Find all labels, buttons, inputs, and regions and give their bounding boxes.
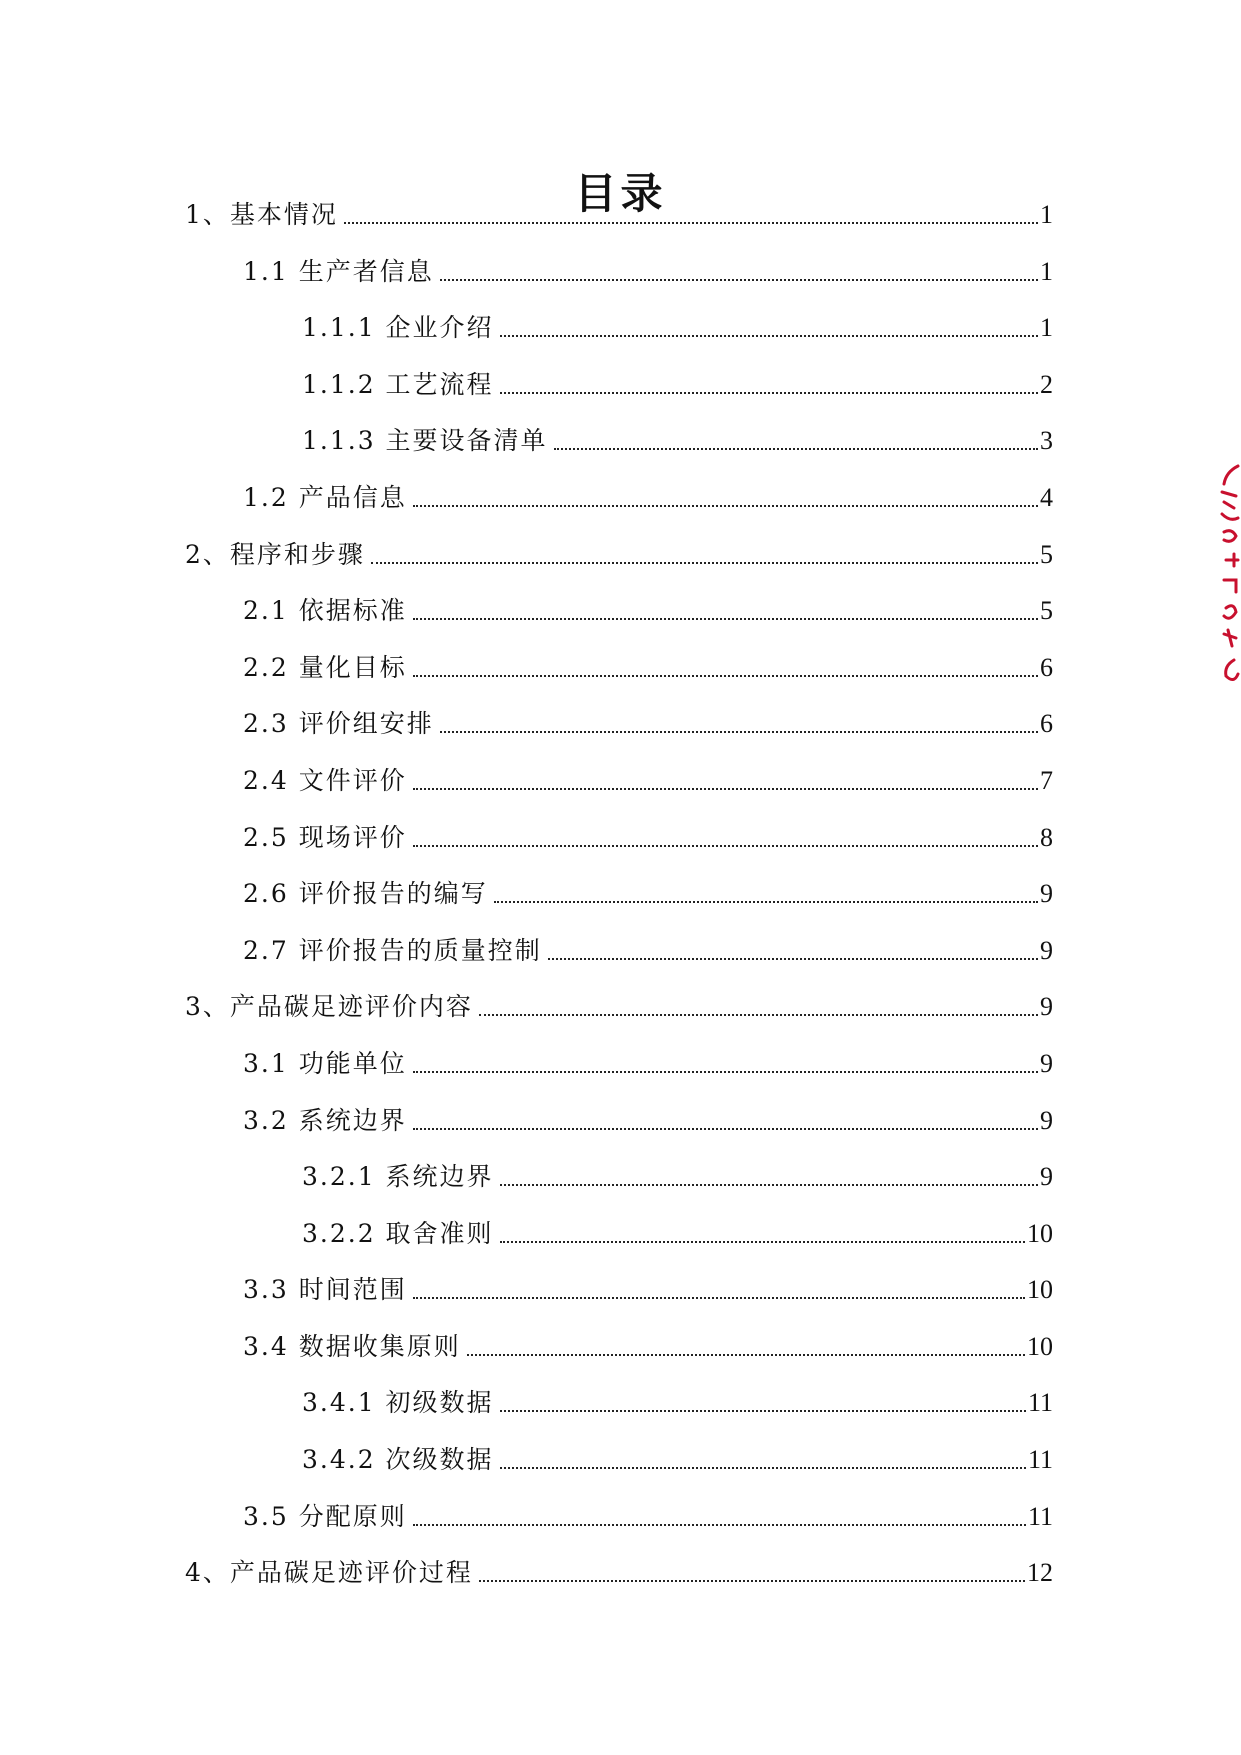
toc-page-number: 8 bbox=[1040, 822, 1053, 852]
toc-entry-title: 3.1 功能单位 bbox=[243, 1048, 407, 1078]
toc-entry[interactable] bbox=[0, 540, 1241, 597]
dot-leader bbox=[500, 370, 1038, 394]
toc-entry[interactable] bbox=[0, 992, 1241, 1049]
toc-entry[interactable] bbox=[0, 709, 1241, 766]
dot-leader bbox=[413, 596, 1038, 620]
toc-entry[interactable] bbox=[0, 823, 1241, 880]
dot-leader bbox=[500, 313, 1038, 337]
toc-entry[interactable] bbox=[0, 313, 1241, 370]
toc-entry-title: 3.4.1 初级数据 bbox=[302, 1388, 494, 1418]
toc-entry[interactable] bbox=[0, 1445, 1241, 1502]
toc-page-number: 2 bbox=[1040, 369, 1053, 399]
dot-leader bbox=[494, 879, 1038, 903]
toc-entry-title: 2.7 评价报告的质量控制 bbox=[243, 935, 542, 965]
toc-entry-title: 3.5 分配原则 bbox=[243, 1501, 407, 1531]
toc-page-number: 5 bbox=[1040, 539, 1053, 569]
toc-entry-title: 4、产品碳足迹评价过程 bbox=[185, 1558, 473, 1588]
dot-leader bbox=[344, 200, 1038, 224]
toc-entry[interactable] bbox=[0, 936, 1241, 993]
toc-page-number: 1 bbox=[1040, 256, 1053, 286]
toc-entry[interactable] bbox=[0, 1162, 1241, 1219]
toc-entry-title: 3、产品碳足迹评价内容 bbox=[185, 992, 473, 1022]
toc-entry[interactable] bbox=[0, 1106, 1241, 1163]
toc-page-number: 11 bbox=[1027, 1501, 1053, 1531]
dot-leader bbox=[479, 992, 1038, 1016]
toc-page-number: 6 bbox=[1040, 709, 1053, 739]
toc-entry-title: 2.3 评价组安排 bbox=[243, 709, 434, 739]
toc-page-number: 9 bbox=[1040, 992, 1053, 1022]
toc-entry[interactable] bbox=[0, 1049, 1241, 1106]
toc-page-number: 1 bbox=[1040, 200, 1053, 229]
toc-page-number: 9 bbox=[1040, 1105, 1053, 1135]
toc-entry-title: 2.4 文件评价 bbox=[243, 765, 407, 795]
toc-entry[interactable] bbox=[0, 653, 1241, 710]
toc-entry-title: 2、程序和步骤 bbox=[185, 539, 365, 569]
toc-page-number: 12 bbox=[1027, 1558, 1053, 1588]
dot-leader bbox=[479, 1558, 1025, 1582]
dot-leader bbox=[413, 1106, 1038, 1130]
toc-entry[interactable] bbox=[0, 257, 1241, 314]
toc-entry[interactable] bbox=[0, 426, 1241, 483]
seal-stamp-icon bbox=[1214, 462, 1241, 690]
dot-leader bbox=[500, 1445, 1026, 1469]
toc-entry-title: 1.1.3 主要设备清单 bbox=[302, 426, 548, 456]
toc-entry[interactable] bbox=[0, 200, 1241, 257]
dot-leader bbox=[413, 823, 1038, 847]
page-title: 目录 bbox=[574, 169, 667, 219]
toc-entry-title: 3.3 时间范围 bbox=[243, 1275, 407, 1305]
toc-entry[interactable] bbox=[0, 879, 1241, 936]
dot-leader bbox=[413, 653, 1038, 677]
toc-page-number: 3 bbox=[1040, 426, 1053, 456]
toc-page-number: 9 bbox=[1040, 1048, 1053, 1078]
dot-leader bbox=[413, 483, 1038, 507]
toc-page-number: 7 bbox=[1040, 765, 1053, 795]
toc-entry-title: 1.1 生产者信息 bbox=[243, 256, 434, 286]
toc-page-number: 11 bbox=[1027, 1445, 1053, 1475]
toc-entry-title: 1.2 产品信息 bbox=[243, 482, 407, 512]
toc-entry-title: 3.4.2 次级数据 bbox=[302, 1445, 494, 1475]
toc-page-number: 9 bbox=[1040, 1162, 1053, 1192]
dot-leader bbox=[371, 540, 1038, 564]
toc-entry-title: 2.5 现场评价 bbox=[243, 822, 407, 852]
dot-leader bbox=[467, 1332, 1025, 1356]
dot-leader bbox=[413, 1049, 1038, 1073]
toc-entry[interactable] bbox=[0, 596, 1241, 653]
table-of-contents bbox=[0, 200, 1241, 1615]
toc-page-number: 4 bbox=[1040, 482, 1053, 512]
toc-entry-title: 3.2.2 取舍准则 bbox=[302, 1218, 494, 1248]
dot-leader bbox=[500, 1388, 1026, 1412]
toc-page-number: 1 bbox=[1040, 313, 1053, 343]
dot-leader bbox=[413, 1502, 1026, 1526]
toc-page-number: 10 bbox=[1027, 1275, 1053, 1305]
toc-page-number: 9 bbox=[1040, 879, 1053, 909]
dot-leader bbox=[440, 709, 1038, 733]
dot-leader bbox=[548, 936, 1038, 960]
dot-leader bbox=[554, 426, 1038, 450]
dot-leader bbox=[500, 1219, 1025, 1243]
toc-page-number: 10 bbox=[1027, 1331, 1053, 1361]
toc-entry-title: 1.1.1 企业介绍 bbox=[302, 313, 494, 343]
toc-entry-title: 2.1 依据标准 bbox=[243, 596, 407, 626]
dot-leader bbox=[440, 257, 1038, 281]
toc-entry-title: 3.2.1 系统边界 bbox=[302, 1162, 494, 1192]
toc-entry[interactable] bbox=[0, 766, 1241, 823]
toc-entry[interactable] bbox=[0, 483, 1241, 540]
toc-entry[interactable] bbox=[0, 1502, 1241, 1559]
toc-entry[interactable] bbox=[0, 1558, 1241, 1615]
toc-page-number: 9 bbox=[1040, 935, 1053, 965]
dot-leader bbox=[413, 766, 1038, 790]
toc-page-number: 5 bbox=[1040, 596, 1053, 626]
toc-entry-title: 3.4 数据收集原则 bbox=[243, 1331, 461, 1361]
toc-entry[interactable] bbox=[0, 1219, 1241, 1276]
toc-entry[interactable] bbox=[0, 1275, 1241, 1332]
toc-entry[interactable] bbox=[0, 1332, 1241, 1389]
toc-page-number: 10 bbox=[1027, 1218, 1053, 1248]
toc-page-number: 6 bbox=[1040, 652, 1053, 682]
toc-entry-title: 1、基本情况 bbox=[185, 200, 338, 229]
toc-entry-title: 3.2 系统边界 bbox=[243, 1105, 407, 1135]
toc-page-number: 11 bbox=[1027, 1388, 1053, 1418]
toc-entry-title: 1.1.2 工艺流程 bbox=[302, 369, 494, 399]
toc-entry-title: 2.6 评价报告的编写 bbox=[243, 879, 488, 909]
toc-entry[interactable] bbox=[0, 1388, 1241, 1445]
dot-leader bbox=[500, 1162, 1038, 1186]
toc-entry-title: 2.2 量化目标 bbox=[243, 652, 407, 682]
toc-entry[interactable] bbox=[0, 370, 1241, 427]
dot-leader bbox=[413, 1275, 1025, 1299]
